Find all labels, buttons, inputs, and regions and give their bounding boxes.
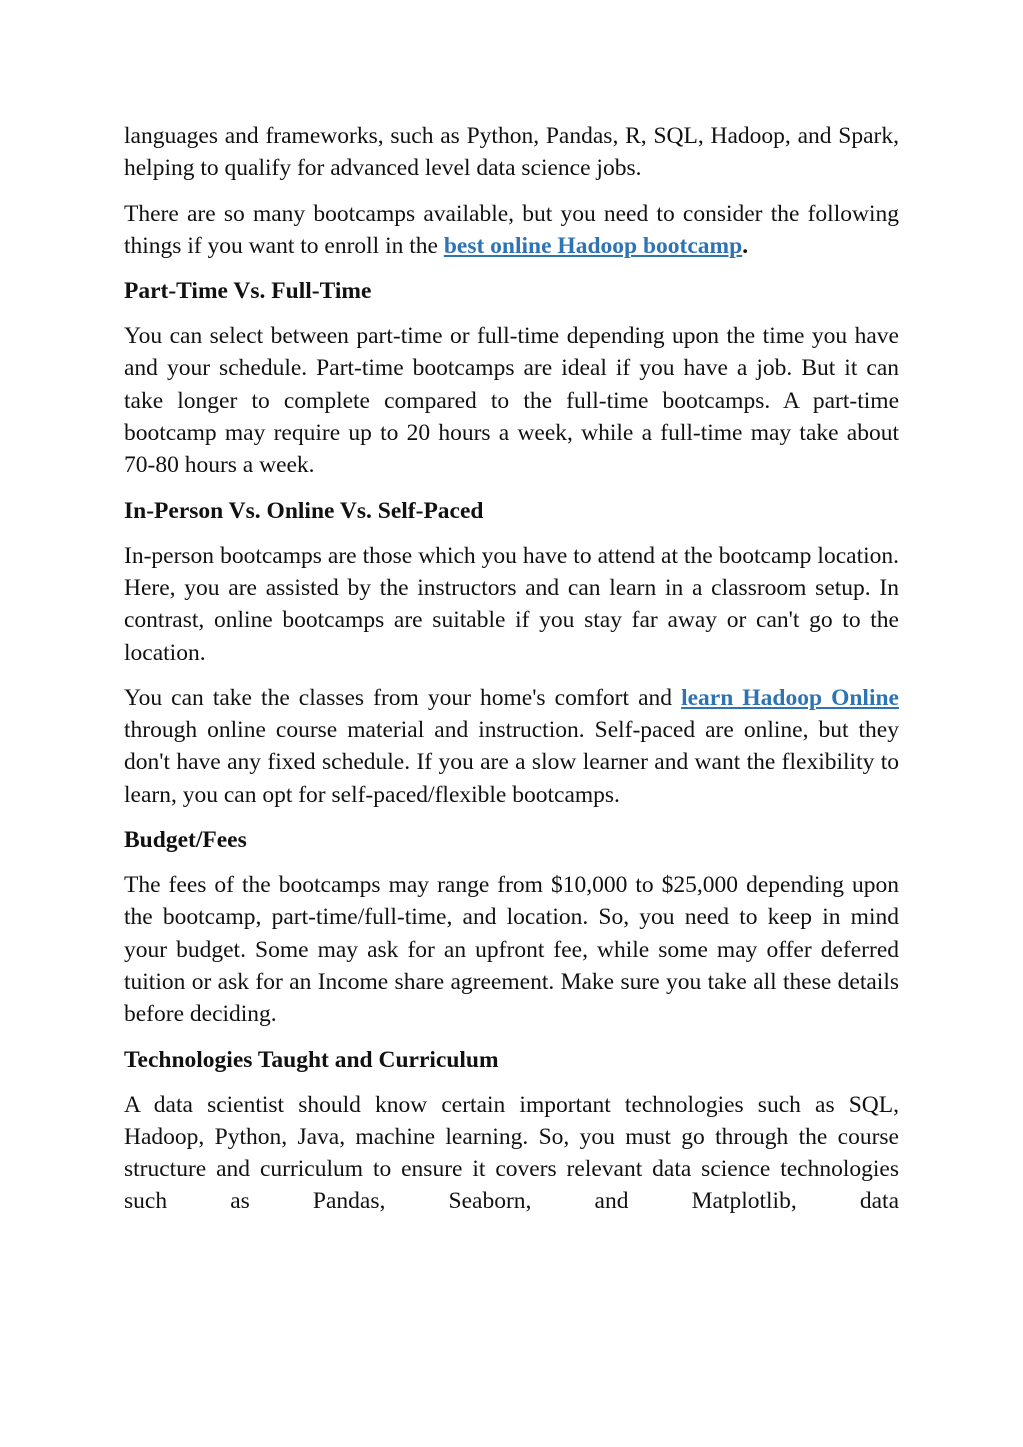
paragraph-budget-fees: The fees of the bootcamps may range from $10,000 to $25,000 depending upon the bootcamp, part-time/full-time, and location. So, you need to keep in mind your budget. Some may ask for an upfront fee, while some may offer deferred tuition or ask for an Income share agreement. Make sure you take all these details before deciding. — [124, 872, 899, 1028]
paragraph-bootcamps-intro — [124, 198, 899, 263]
paragraph-bootcamps-intro-text: There are so many bootcamps available, but you need to consider the following things if you want to enroll in the — [124, 200, 899, 259]
best-online-hadoop-bootcamp-link[interactable]: best online Hadoop bootcamp — [443, 232, 743, 259]
paragraph-languages: languages and frameworks, such as Python, Pandas, R, SQL, Hadoop, and Spark, helping to qualify for advanced level data science jobs. — [124, 123, 899, 182]
heading-technologies-curriculum: Technologies Taught and Curriculum — [124, 1046, 499, 1073]
heading-part-time-vs-full-time: Part-Time Vs. Full-Time — [124, 278, 372, 305]
period: . — [742, 232, 749, 259]
learn-hadoop-online-link[interactable]: learn Hadoop Online — [681, 684, 899, 711]
paragraph-online-self-paced — [124, 682, 899, 811]
heading-in-person-online-self-paced: In-Person Vs. Online Vs. Self-Paced — [124, 497, 484, 524]
paragraph-online-self-paced-start: You can take the classes from your home's comfort and — [124, 684, 682, 711]
paragraph-online-self-paced-rest: through online course material and instruction. Self-paced are online, but they don't have any fixed schedule. If you are a slow learner and want the flexibility to learn, you can opt for self-paced/flexible bootcamps. — [124, 717, 899, 808]
paragraph-part-time-full-time: You can select between part-time or full-time depending upon the time you have and your schedule. Part-time bootcamps are ideal if you have a job. But it can take longer to complete compared to the full-time bootcamps. A part-time bootcamp may require up to 20 hours a week, while a full-time may take about 70-80 hours a week. — [124, 323, 899, 479]
paragraph-technologies: A data scientist should know certain important technologies such as SQL, Hadoop, Python, Java, machine learning. So, you must go through the course structure and curriculum to ensure it covers relevant data science technologies such as Pandas, Seaborn, and Matplotlib, data — [124, 1091, 899, 1215]
paragraph-in-person: In-person bootcamps are those which you have to attend at the bootcamp location. Here, you are assisted by the instructors and can learn in a classroom setup. In contrast, online bootcamps are suitable if you stay far away or can't go to the location. — [124, 542, 899, 666]
heading-budget-fees: Budget/Fees — [124, 827, 247, 854]
